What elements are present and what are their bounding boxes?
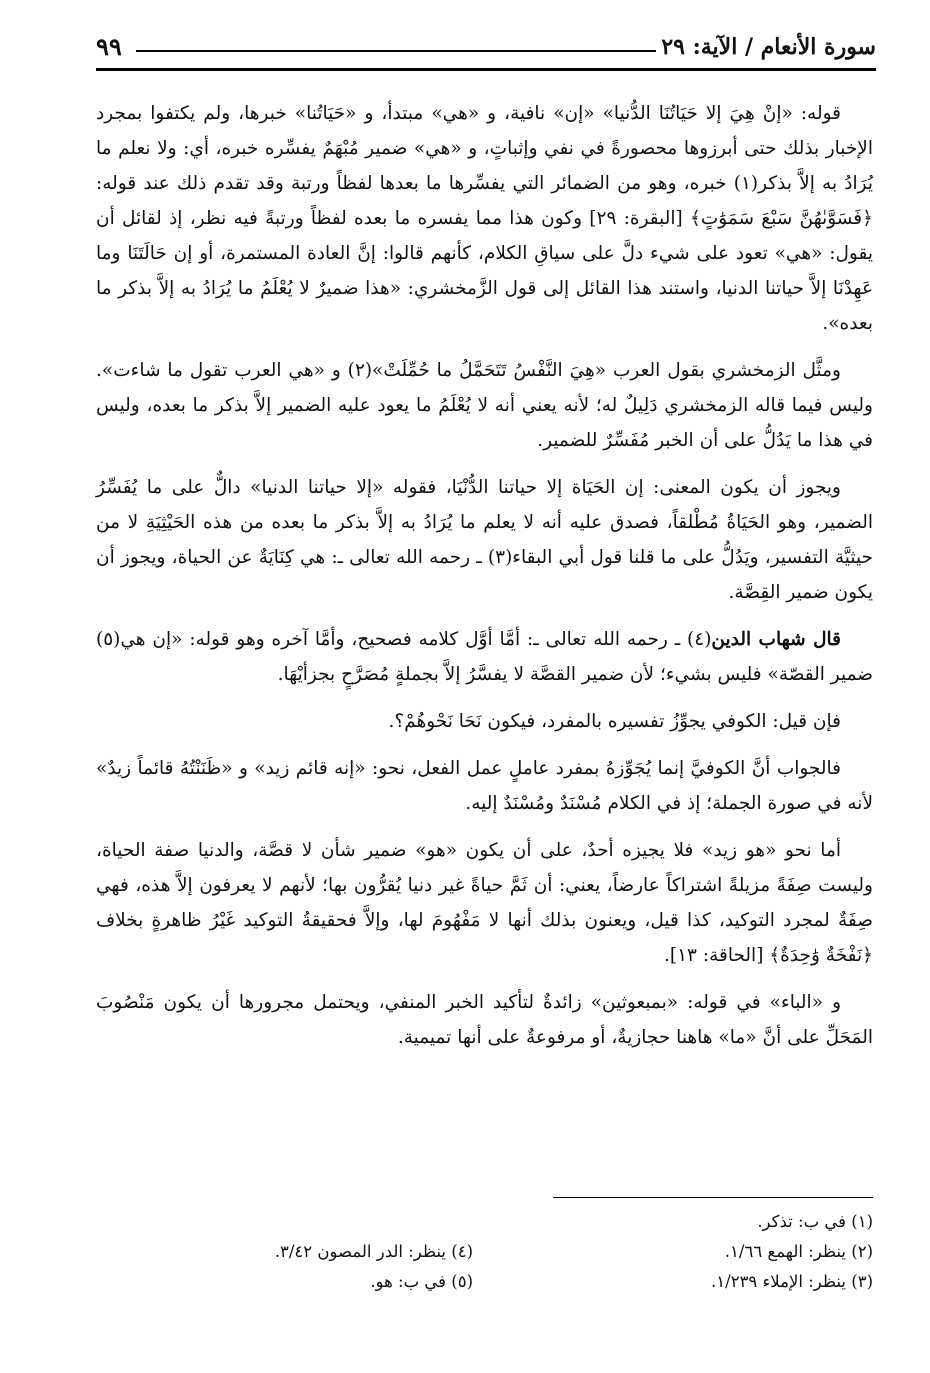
- paragraph-4-text: (٤) ـ رحمه الله تعالى ـ: أمَّا أوَّل كلامه فصحيح، وأمَّا آخره وهو قوله: «إن هي(٥) ضمير القصّة» فليس بشيء؛ لأن ضمير القصَّة لا يفسَّرُ إلاَّ بجملةٍ مُصَرَّحٍ بجزأيْهَا.: [96, 629, 873, 685]
- paragraph-5: فإن قيل: الكوفي يجوِّزُ تفسيره بالمفرد، فيكون نَحَا نَحْوهُمْ؟.: [388, 711, 841, 732]
- page-header: [96, 28, 876, 68]
- footnotes-right-column: [493, 1207, 873, 1297]
- paragraph-7: أما نحو «هو زيد» فلا يجيزه أحدٌ، على أن يكون «هو» ضمير شأن لا قصَّة، والدنيا صفة الحياة، وليست صِفَةً مزيلةً اشتراكاً عارضاً، يعني: أن ثَمَّ حياةً غير دنيا يُقرُّون بها؛ لأنهم لا يعرفون إلاَّ هذه، فهي صِفَةٌ لمجرد التوكيد، كذا قيل، ويعنون بذلك أنها لا مَفْهُومَ لها، وإلاَّ فحقيقةُ التوكيد غَيْرُ ظاهرةٍ بخلاف ﴿نَفْخَةٌ وَٰحِدَةٌ﴾ [الحاقة: ١٣].: [96, 840, 873, 966]
- footnote-4: (٤) ينظر: الدر المصون ٣/٤٢.: [274, 1242, 473, 1261]
- footnote-rule: [553, 1197, 873, 1198]
- paragraph-6: فالجواب أنَّ الكوفيَّ إنما يُجَوِّزهُ بمفرد عاملٍ عمل الفعل، نحو: «إنه قائم زيد» و «ظَنَنْتُهُ قائماً زيدٌ» لأنه في صورة الجملة؛ إذ في الكلام مُسْنَدٌ ومُسْنَدٌ إليه.: [96, 758, 873, 814]
- page-body: [96, 96, 873, 1055]
- paragraph-4: [96, 622, 873, 692]
- paragraph-1: قوله: «إنْ هِيَ إلا حَيَاتُنَا الدُّنيا» «إن» نافية، و «هي» مبتدأ، و «حَيَاتُنا» خبرها، ولم يكتفوا بمجرد الإخبار بذلك حتى أبرزوها محصورةً في نفي وإثباتٍ، و «هي» ضمير مُبْهَمٌ يفسِّره خبره، أي: ولا نعلم ما يُرَادُ به إلاَّ بذكر(١) خبره، وهو من الضمائر التي يفسِّرها ما بعدها لفظاً ورتبة وقد تقدم ذلك عند قوله: ﴿فَسَوَّىٰهُنَّ سَبْعَ سَمَوَٰتٍ﴾ [البقرة: ٢٩] وكون هذا مما يفسره ما بعده لفظاً ورتبةً فيه نظر، إذ لقائل أن يقول: «هي» تعود على شيء دلَّ على سياقِ الكلام، كأنهم قالوا: إنَّ العادة المستمرة، أو إن حَالَتَنَا وما عَهِدْنَا إلاَّ حياتنا الدنيا، واستند هذا القائل إلى قول الزَّمخشري: «هذا ضميرٌ لا يُعْلَمُ ما يُرَادُ به إلاَّ بذكر ما بعده».: [96, 103, 873, 334]
- footnote-2: (٢) ينظر: الهمع ١/٦٦.: [724, 1242, 873, 1261]
- paragraph-3: ويجوز أن يكون المعنى: إن الحَيَاة إلا حياتنا الدُّنْيَا، فقوله «إلا حياتنا الدنيا» دالٌّ على ما يُفَسِّرُ الضمير، وهو الحَيَاةُ مُطْلقاً، فصدق عليه أنه لا يعلم ما يُرَادُ به إلاَّ بذكر ما بعده من هذه الحَيْثِيَةِ لا من حيثيَّة التفسير، ويَدُلُّ على ما قلنا قول أبي البقاء(٣) ـ رحمه الله تعالى ـ: هي كِنَايَةٌ عن الحياة، ويجوز أن يكون ضمير القِصَّة.: [96, 477, 873, 603]
- paragraph-8: و «الباء» في قوله: «بمبعوثين» زائدةٌ لتأكيد الخبر المنفي، ويحتمل مجرورها أن يكون مَنْصُوبَ المَحَلِّ على أنَّ «ما» هاهنا حجازيةٌ، أو مرفوعةٌ على أنها تميمية.: [96, 992, 873, 1048]
- footnote-5: (٥) في ب: هو.: [370, 1272, 473, 1291]
- footnotes-left-column: [113, 1237, 473, 1297]
- surah-verse-label: سورة الأنعام / الآية: ٢٩: [661, 34, 876, 60]
- header-rule: [96, 68, 876, 71]
- header-rule-short: [136, 50, 656, 52]
- shihab-al-din-heading: قال شهاب الدين: [711, 629, 841, 650]
- footnote-1: (١) في ب: تذكر.: [757, 1212, 873, 1231]
- footnote-3: (٣) ينظر: الإملاء ١/٢٣٩.: [711, 1272, 873, 1291]
- paragraph-2: ومثَّل الزمخشري بقول العرب «هِيَ النَّفْسُ تَتَحَمَّلُ ما حُمِّلَتْ»(٢) و «هي العرب تقول ما شاءت». وليس فيما قاله الزمخشري دَلِيلٌ له؛ لأنه يعني أنه لا يُعْلَمُ ما يعود عليه الضمير إلاَّ بذكر ما بعده، وليس في هذا ما يَدُلُّ على أن الخبر مُفَسِّرٌ للضمير.: [96, 360, 873, 451]
- page-number: ٩٩: [96, 32, 122, 61]
